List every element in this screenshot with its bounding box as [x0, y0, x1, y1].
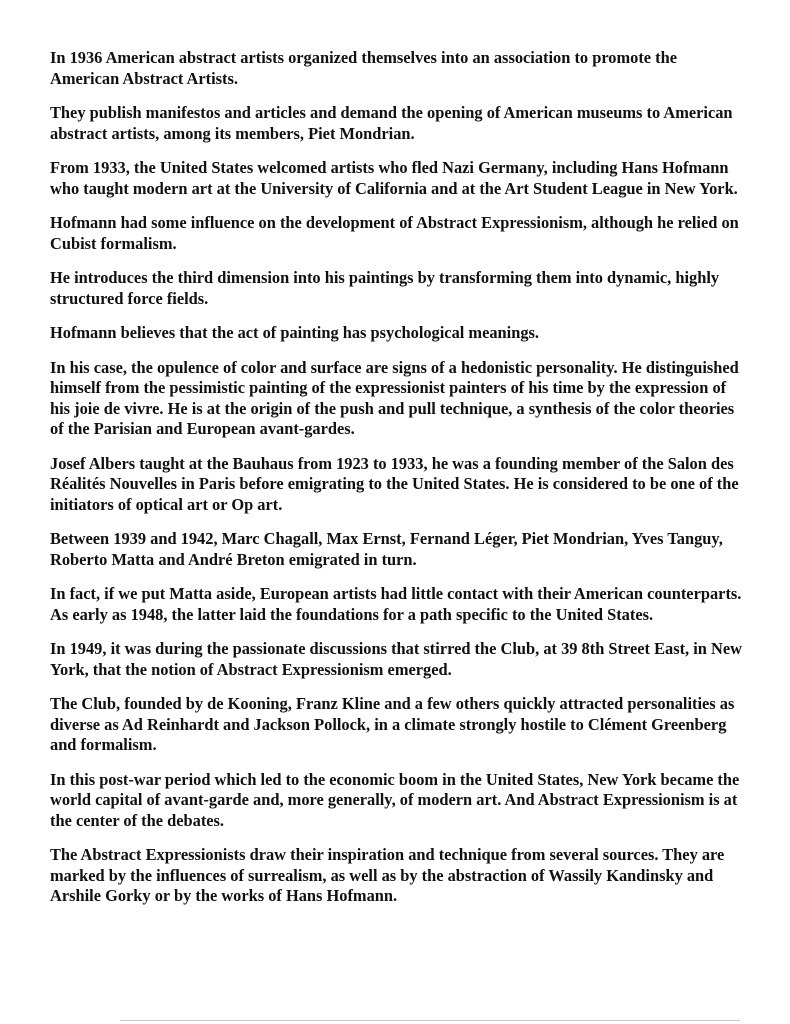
paragraph-inspiration-sources: The Abstract Expressionists draw their inspiration and technique from several sources. They are marked by the influences of surrealism, as well as by the abstraction of Wassily Kandinsky and Arshile Gorky or by the works of Hans Hofmann. — [50, 845, 725, 905]
paragraph-matta-aside: In fact, if we put Matta aside, European artists had little contact with their American counterparts. As early as 1948, the latter laid the foundations for a path specific to the United States. — [50, 584, 742, 624]
paragraph-post-war-new-york: In this post-war period which led to the economic boom in the United States, New York became the world capital of avant-garde and, more generally, of modern art. And Abstract Expressionism is at the center of the debates. — [50, 769, 740, 830]
paragraph-hedonistic-personality: In his case, the opulence of color and surface are signs of a hedonistic personality. He distinguished himself from the pessimistic painting of the expressionist painters of his time by the expression of his joie de vivre. He is at the origin of the push and pull technique, a synthesis of the color theories of the Parisian and European avant-gardes. — [50, 357, 739, 438]
paragraph-third-dimension: He introduces the third dimension into his paintings by transforming them into dynamic, highly structured force fields. — [50, 268, 720, 308]
paragraph-emigre-artists-hofmann: From 1933, the United States welcomed artists who fled Nazi Germany, including Hans Hofmann who taught modern art at the University of California and at the Art Student League in New York. — [50, 158, 738, 198]
paragraph-manifestos: They publish manifestos and articles and demand the opening of American museums to American abstract artists, among its members, Piet Mondrian. — [50, 103, 733, 143]
paragraph-the-club-1949: In 1949, it was during the passionate discussions that stirred the Club, at 39 8th Street East, in New York, that the notion of Abstract Expressionism emerged. — [50, 639, 742, 679]
paragraph-emigration-1939-1942: Between 1939 and 1942, Marc Chagall, Max Ernst, Fernand Léger, Piet Mondrian, Yves Tanguy, Roberto Matta and André Breton emigrated in turn. — [50, 529, 723, 569]
paragraph-club-founders: The Club, founded by de Kooning, Franz Kline and a few others quickly attracted personalities as diverse as Ad Reinhardt and Jackson Pollock, in a climate strongly hostile to Clément Greenberg and formalism. — [50, 694, 735, 754]
paragraph-josef-albers: Josef Albers taught at the Bauhaus from 1923 to 1933, he was a founding member of the Salon des Réalités Nouvelles in Paris before emigrating to the United States. He is considered to be one of the initiators of optical art or Op art. — [50, 453, 739, 514]
paragraph-hofmann-influence: Hofmann had some influence on the development of Abstract Expressionism, although he relied on Cubist formalism. — [50, 213, 739, 253]
paragraph-psychological-meanings: Hofmann believes that the act of painting has psychological meanings. — [50, 323, 540, 342]
bottom-scan-edge-divider — [120, 1020, 740, 1021]
document-page — [50, 48, 743, 921]
paragraph-american-abstract-artists: In 1936 American abstract artists organized themselves into an association to promote the American Abstract Artists. — [50, 48, 678, 88]
